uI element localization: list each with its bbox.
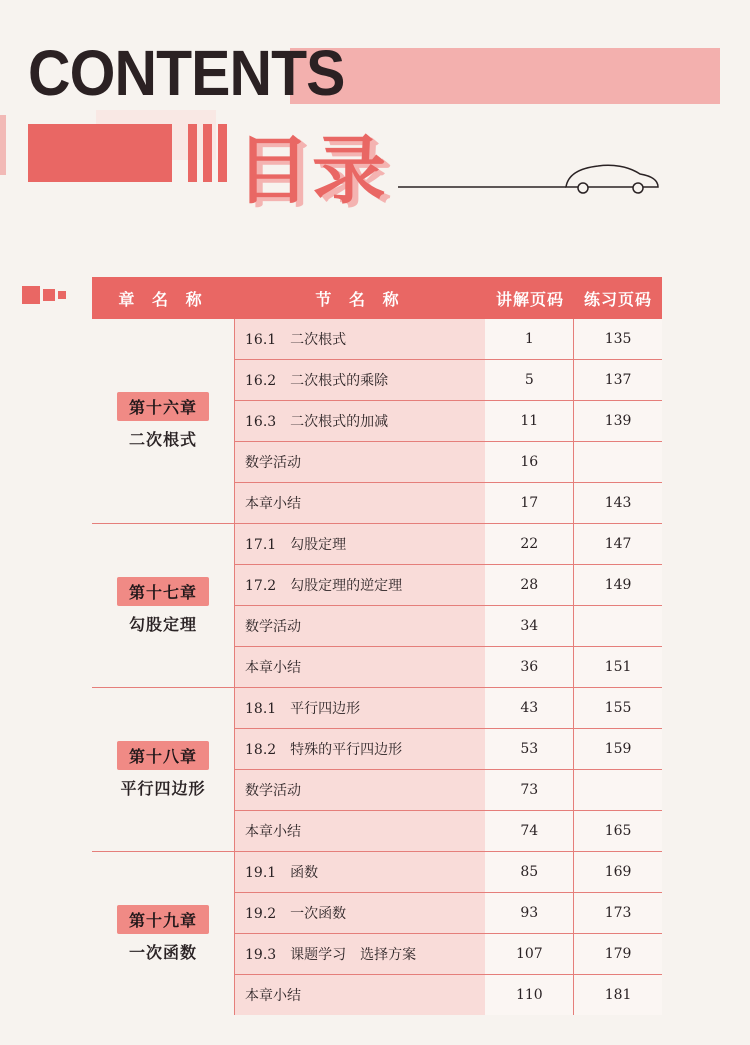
lecture-page: 5	[485, 360, 574, 400]
chapter-name: 平行四边形	[120, 778, 206, 798]
section-name: 18.2 特殊的平行四边形	[234, 729, 485, 769]
practice-page: 155	[574, 688, 662, 728]
lecture-page: 36	[485, 647, 574, 687]
toc-row	[234, 483, 662, 523]
toc-row	[234, 852, 662, 893]
lecture-page: 17	[485, 483, 574, 523]
toc-row	[234, 770, 662, 811]
column-header-lecture-page: 讲解页码	[495, 289, 564, 309]
section-name: 19.1 函数	[234, 852, 485, 892]
section-name: 本章小结	[234, 483, 485, 523]
practice-page: 137	[574, 360, 662, 400]
lecture-page: 107	[485, 934, 574, 974]
practice-page: 135	[574, 319, 662, 359]
toc-row	[234, 811, 662, 851]
toc-row	[234, 565, 662, 606]
practice-page: 179	[574, 934, 662, 974]
section-name: 16.3 二次根式的加减	[234, 401, 485, 441]
practice-page	[574, 606, 662, 646]
section-name: 17.2 勾股定理的逆定理	[234, 565, 485, 605]
chapter-number-badge: 第十九章	[117, 905, 209, 934]
practice-page: 139	[574, 401, 662, 441]
toc-row	[234, 975, 662, 1015]
practice-page: 173	[574, 893, 662, 933]
lecture-page: 85	[485, 852, 574, 892]
practice-page: 143	[574, 483, 662, 523]
practice-page: 147	[574, 524, 662, 564]
section-name: 本章小结	[234, 647, 485, 687]
contents-title: CONTENTS	[28, 37, 345, 109]
practice-page: 151	[574, 647, 662, 687]
chapter-cell	[92, 319, 234, 523]
chapter-number-badge: 第十六章	[117, 392, 209, 421]
section-name: 数学活动	[234, 442, 485, 482]
section-name: 数学活动	[234, 770, 485, 810]
lecture-page: 93	[485, 893, 574, 933]
toc-row	[234, 360, 662, 401]
section-name: 16.2 二次根式的乘除	[234, 360, 485, 400]
toc-row	[234, 606, 662, 647]
toc-row	[234, 647, 662, 687]
lecture-page: 16	[485, 442, 574, 482]
chapter-number-badge: 第十八章	[117, 741, 209, 770]
lecture-page: 28	[485, 565, 574, 605]
section-name: 17.1 勾股定理	[234, 524, 485, 564]
toc-row	[234, 524, 662, 565]
toc-row	[234, 729, 662, 770]
lecture-page: 74	[485, 811, 574, 851]
lecture-page: 34	[485, 606, 574, 646]
chapter-block	[92, 852, 662, 1015]
column-header-section: 节 名 称	[315, 289, 405, 309]
title-red-bar	[28, 124, 172, 182]
section-name: 16.1 二次根式	[234, 319, 485, 359]
chapter-number-badge: 第十七章	[117, 577, 209, 606]
edge-decoration	[0, 115, 6, 175]
section-name: 19.2 一次函数	[234, 893, 485, 933]
title-stripes	[188, 124, 227, 182]
chapter-block	[92, 688, 662, 852]
chapter-block	[92, 524, 662, 688]
practice-page: 159	[574, 729, 662, 769]
section-name: 本章小结	[234, 975, 485, 1015]
practice-page	[574, 442, 662, 482]
toc-row	[234, 442, 662, 483]
section-name: 数学活动	[234, 606, 485, 646]
header-squares-icon	[22, 286, 66, 304]
table-header	[92, 277, 662, 319]
toc-row	[234, 401, 662, 442]
toc-title-chinese: 目录	[236, 128, 388, 214]
lecture-page: 53	[485, 729, 574, 769]
chapter-name: 一次函数	[128, 942, 197, 962]
section-name: 19.3 课题学习 选择方案	[234, 934, 485, 974]
practice-page	[574, 770, 662, 810]
header-background-band	[290, 48, 720, 104]
chapter-cell	[92, 688, 234, 851]
chapter-cell	[92, 524, 234, 687]
section-name: 18.1 平行四边形	[234, 688, 485, 728]
lecture-page: 1	[485, 319, 574, 359]
section-name: 本章小结	[234, 811, 485, 851]
lecture-page: 43	[485, 688, 574, 728]
lecture-page: 110	[485, 975, 574, 1015]
practice-page: 169	[574, 852, 662, 892]
lecture-page: 11	[485, 401, 574, 441]
practice-page: 149	[574, 565, 662, 605]
chapter-block	[92, 319, 662, 524]
column-header-practice-page: 练习页码	[583, 289, 652, 309]
toc-row	[234, 934, 662, 975]
car-line-icon	[398, 160, 668, 200]
column-header-chapter: 章 名 称	[118, 289, 208, 309]
chapter-name: 勾股定理	[128, 614, 197, 634]
toc-row	[234, 893, 662, 934]
lecture-page: 22	[485, 524, 574, 564]
toc-row	[234, 319, 662, 360]
toc-row	[234, 688, 662, 729]
chapter-name: 二次根式	[128, 430, 197, 449]
chapter-cell	[92, 852, 234, 1015]
practice-page: 181	[574, 975, 662, 1015]
lecture-page: 73	[485, 770, 574, 810]
contents-table	[92, 277, 662, 1015]
practice-page: 165	[574, 811, 662, 851]
